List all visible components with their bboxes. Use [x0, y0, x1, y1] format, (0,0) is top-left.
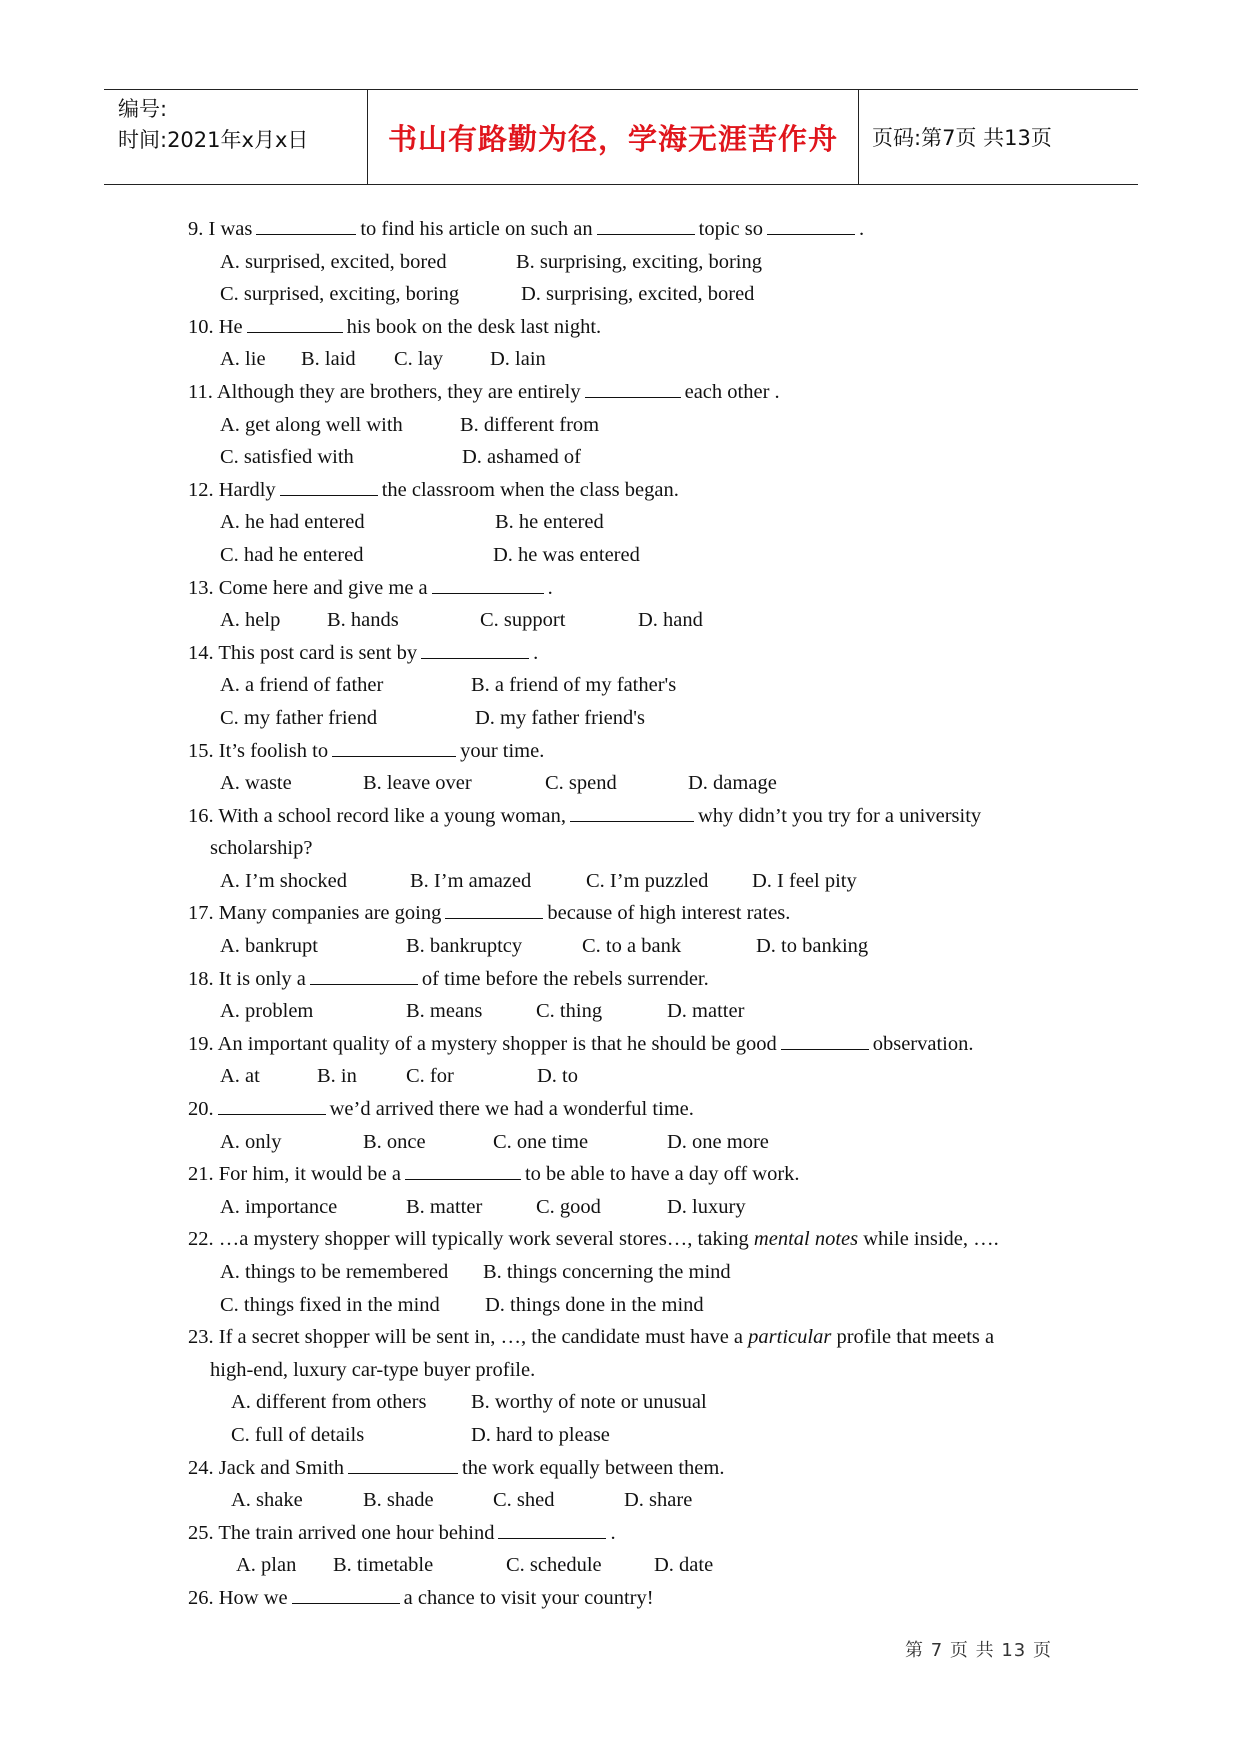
answer-option: A. a friend of father [220, 674, 384, 697]
answer-option: A. I’m shocked [220, 869, 347, 892]
question-stem [188, 637, 1068, 670]
answer-option: D. matter [667, 1000, 745, 1023]
option-row [188, 767, 1068, 800]
answer-option: C. to a bank [582, 935, 682, 958]
answer-option: D. I feel pity [752, 869, 857, 892]
question-q16 [188, 800, 1068, 898]
option-row [188, 1484, 1068, 1517]
answer-option: B. matter [406, 1195, 483, 1218]
answer-blank [421, 638, 529, 659]
page-header [104, 89, 1138, 185]
answer-option: B. he entered [495, 511, 604, 534]
question-stem [188, 800, 1068, 833]
question-stem [188, 1223, 1068, 1256]
question-stem [188, 1321, 1068, 1354]
page-footer: 第 7 页 共 13 页 [905, 1640, 1052, 1661]
stem-text: 17. Many companies are going [188, 902, 442, 925]
question-q22 [188, 1223, 1068, 1321]
stem-text: while inside, …. [858, 1228, 999, 1251]
stem-text: 11. Although they are brothers, they are entirely [188, 380, 581, 403]
stem-text: each other . [684, 380, 780, 403]
answer-option: A. bankrupt [220, 935, 318, 958]
answer-option: B. once [363, 1130, 426, 1153]
stem-text: observation. [872, 1032, 974, 1055]
answer-option: D. luxury [667, 1195, 746, 1218]
stem-text: topic so [698, 218, 763, 240]
stem-text: a chance to visit your country! [403, 1586, 654, 1609]
stem-text: 24. Jack and Smith [188, 1456, 345, 1479]
question-q15 [188, 735, 1068, 800]
question-stem [188, 1517, 1068, 1550]
stem-text: his book on the desk last night. [346, 315, 602, 338]
answer-option: C. satisfied with [220, 446, 354, 469]
question-q17 [188, 897, 1068, 962]
option-row [188, 930, 1068, 963]
answer-blank [310, 964, 418, 985]
answer-option: D. my father friend's [475, 706, 645, 729]
answer-option: C. things fixed in the mind [220, 1293, 440, 1316]
question-stem [188, 311, 1068, 344]
answer-option: C. schedule [506, 1554, 602, 1577]
stem-text: your time. [460, 739, 545, 762]
answer-option: B. shade [363, 1489, 434, 1512]
answer-option: B. things concerning the mind [483, 1261, 731, 1283]
stem-text: 22. …a mystery shopper will typically work several stores…, taking [188, 1228, 754, 1251]
stem-text: 20. [188, 1098, 214, 1121]
answer-option: B. different from [460, 413, 600, 436]
answer-blank [405, 1159, 521, 1180]
option-row [188, 669, 1068, 702]
option-row [188, 865, 1068, 898]
stem-text: . [610, 1521, 616, 1544]
answer-blank [256, 214, 356, 235]
question-q9 [188, 213, 1068, 311]
answer-option: C. surprised, exciting, boring [220, 283, 460, 306]
stem-text: why didn’t you try for a university [697, 804, 982, 827]
number-label: 编号: [118, 97, 168, 121]
question-q18 [188, 963, 1068, 1028]
answer-blank [597, 214, 695, 235]
time-label: 时间:2021年x月x日 [118, 128, 309, 152]
option-row [188, 702, 1068, 735]
answer-option: B. bankruptcy [406, 935, 523, 958]
stem-text: of time before the rebels surrender. [421, 967, 709, 990]
answer-option: B. a friend of my father's [471, 674, 677, 697]
answer-option: C. good [536, 1195, 601, 1218]
answer-blank [570, 801, 694, 822]
answer-option: A. importance [220, 1195, 338, 1218]
option-row [188, 409, 1068, 442]
option-row [188, 506, 1068, 539]
answer-option: C. one time [493, 1130, 589, 1153]
answer-blank [332, 736, 456, 757]
answer-option: D. lain [490, 348, 546, 371]
answer-option: A. help [220, 609, 281, 632]
answer-option: D. surprising, excited, bored [521, 283, 755, 306]
stem-text: 21. For him, it would be a [188, 1163, 401, 1186]
answer-option: B. means [406, 1000, 483, 1023]
answer-option: C. full of details [231, 1423, 365, 1446]
answer-option: A. things to be remembered [220, 1261, 449, 1283]
question-stem [188, 1158, 1068, 1191]
answer-blank [292, 1583, 400, 1604]
option-row [188, 995, 1068, 1028]
question-stem [188, 1582, 1068, 1615]
answer-option: D. date [654, 1554, 714, 1577]
answer-blank [348, 1453, 458, 1474]
answer-option: B. leave over [363, 772, 472, 795]
answer-option: D. share [624, 1489, 693, 1512]
answer-option: A. waste [220, 772, 292, 795]
stem-text: we’d arrived there we had a wonderful time. [329, 1098, 694, 1121]
answer-option: A. plan [236, 1554, 297, 1577]
option-row [188, 1191, 1068, 1224]
option-row [188, 441, 1068, 474]
answer-blank [498, 1518, 606, 1539]
question-q23 [188, 1321, 1068, 1451]
stem-text: 10. He [188, 315, 243, 338]
answer-option: B. timetable [333, 1554, 434, 1577]
answer-option: A. problem [220, 1000, 314, 1023]
question-stem-continued: high-end, luxury car-type buyer profile. [210, 1358, 536, 1381]
answer-option: C. I’m puzzled [586, 869, 709, 892]
option-row [188, 1256, 1068, 1289]
stem-text: profile that meets a [831, 1326, 995, 1349]
question-stem [188, 897, 1068, 930]
question-stem [188, 1093, 1068, 1126]
question-q24 [188, 1452, 1068, 1517]
answer-option: D. to banking [756, 935, 869, 958]
question-stem [188, 1452, 1068, 1485]
stem-text: to be able to have a day off work. [524, 1163, 800, 1186]
stem-text: 23. If a secret shopper will be sent in, …, the candidate must have a [188, 1326, 749, 1349]
stem-text: 19. An important quality of a mystery shopper is that he should be good [188, 1032, 777, 1055]
stem-text: 15. It’s foolish to [188, 739, 329, 762]
stem-text: 14. This post card is sent by [188, 641, 418, 664]
question-q13 [188, 572, 1068, 637]
question-stem [188, 735, 1068, 768]
option-row [188, 604, 1068, 637]
answer-option: A. shake [231, 1489, 303, 1512]
question-stem-continued: scholarship? [210, 837, 313, 860]
answer-blank [247, 312, 343, 333]
header-divider [858, 90, 859, 184]
option-row [188, 343, 1068, 376]
answer-option: D. things done in the mind [485, 1293, 704, 1316]
question-q11 [188, 376, 1068, 474]
answer-blank [445, 898, 543, 919]
answer-option: A. surprised, excited, bored [220, 250, 447, 273]
option-row [188, 1060, 1068, 1093]
question-q20 [188, 1093, 1068, 1158]
answer-option: C. support [480, 609, 566, 632]
option-row [188, 1126, 1068, 1159]
answer-option: D. he was entered [493, 543, 640, 566]
answer-option: D. ashamed of [462, 446, 581, 469]
stem-text: 16. With a school record like a young woman, [188, 804, 566, 827]
stem-text: 25. The train arrived one hour behind [188, 1521, 495, 1544]
answer-blank [218, 1094, 326, 1115]
stem-text: 12. Hardly [188, 478, 276, 501]
header-meta [118, 94, 308, 156]
header-page-info: 页码:第7页 共13页 [872, 126, 1052, 150]
question-q19 [188, 1028, 1068, 1093]
question-stem [188, 213, 1068, 246]
answer-blank [432, 573, 544, 594]
answer-blank [280, 475, 378, 496]
stem-text: . [547, 576, 553, 599]
answer-option: D. one more [667, 1130, 769, 1153]
stem-text: . [858, 218, 865, 240]
stem-text: 26. How we [188, 1586, 288, 1609]
question-list [188, 213, 1068, 1615]
answer-option: D. hand [638, 609, 703, 632]
option-row [188, 539, 1068, 572]
question-q12 [188, 474, 1068, 572]
stem-text: the classroom when the class began. [381, 478, 679, 501]
answer-option: B. hands [327, 609, 399, 632]
answer-option: D. hard to please [471, 1423, 610, 1446]
option-row [188, 1289, 1068, 1322]
answer-option: A. he had entered [220, 511, 365, 534]
option-row [188, 278, 1068, 311]
answer-option: C. for [406, 1065, 454, 1088]
answer-option: C. lay [394, 348, 443, 371]
answer-option: A. lie [220, 348, 266, 371]
question-stem [188, 1028, 1068, 1061]
answer-option: A. get along well with [220, 413, 403, 436]
question-q14 [188, 637, 1068, 735]
stem-italic-text: particular [748, 1326, 832, 1349]
answer-option: A. at [220, 1065, 260, 1088]
answer-option: D. to [537, 1065, 578, 1088]
answer-blank [767, 214, 855, 235]
question-stem [188, 963, 1068, 996]
answer-option: B. worthy of note or unusual [471, 1391, 707, 1414]
stem-text: to find his article on such an [360, 218, 593, 240]
stem-text: because of high interest rates. [547, 902, 791, 925]
stem-text: . [533, 641, 539, 664]
answer-option: A. different from others [231, 1391, 427, 1414]
answer-option: B. laid [301, 348, 356, 371]
stem-text: 9. I was [188, 218, 253, 240]
stem-text: the work equally between them. [462, 1456, 725, 1479]
answer-option: C. shed [493, 1489, 555, 1512]
option-row [188, 246, 1068, 279]
answer-option: D. damage [688, 772, 777, 795]
question-stem [188, 572, 1068, 605]
question-stem [188, 474, 1068, 507]
answer-option: C. spend [545, 772, 617, 795]
option-row [188, 1386, 1068, 1419]
answer-option: C. my father friend [220, 706, 378, 729]
option-row [188, 1419, 1068, 1452]
answer-option: C. thing [536, 1000, 603, 1023]
stem-text: 13. Come here and give me a [188, 576, 428, 599]
answer-blank [585, 377, 681, 398]
answer-option: B. in [317, 1065, 357, 1088]
question-q21 [188, 1158, 1068, 1223]
question-q26 [188, 1582, 1068, 1615]
option-row [188, 1549, 1068, 1582]
stem-text: 18. It is only a [188, 967, 306, 990]
stem-italic-text: mental notes [753, 1228, 859, 1251]
header-motto: 书山有路勤为径，学海无涯苦作舟 [387, 121, 838, 156]
answer-option: C. had he entered [220, 543, 364, 566]
answer-option: B. surprising, exciting, boring [516, 250, 762, 273]
answer-option: B. I’m amazed [410, 869, 532, 892]
answer-option: A. only [220, 1130, 282, 1153]
question-stem [188, 376, 1068, 409]
answer-blank [781, 1029, 869, 1050]
question-q25 [188, 1517, 1068, 1582]
question-q10 [188, 311, 1068, 376]
